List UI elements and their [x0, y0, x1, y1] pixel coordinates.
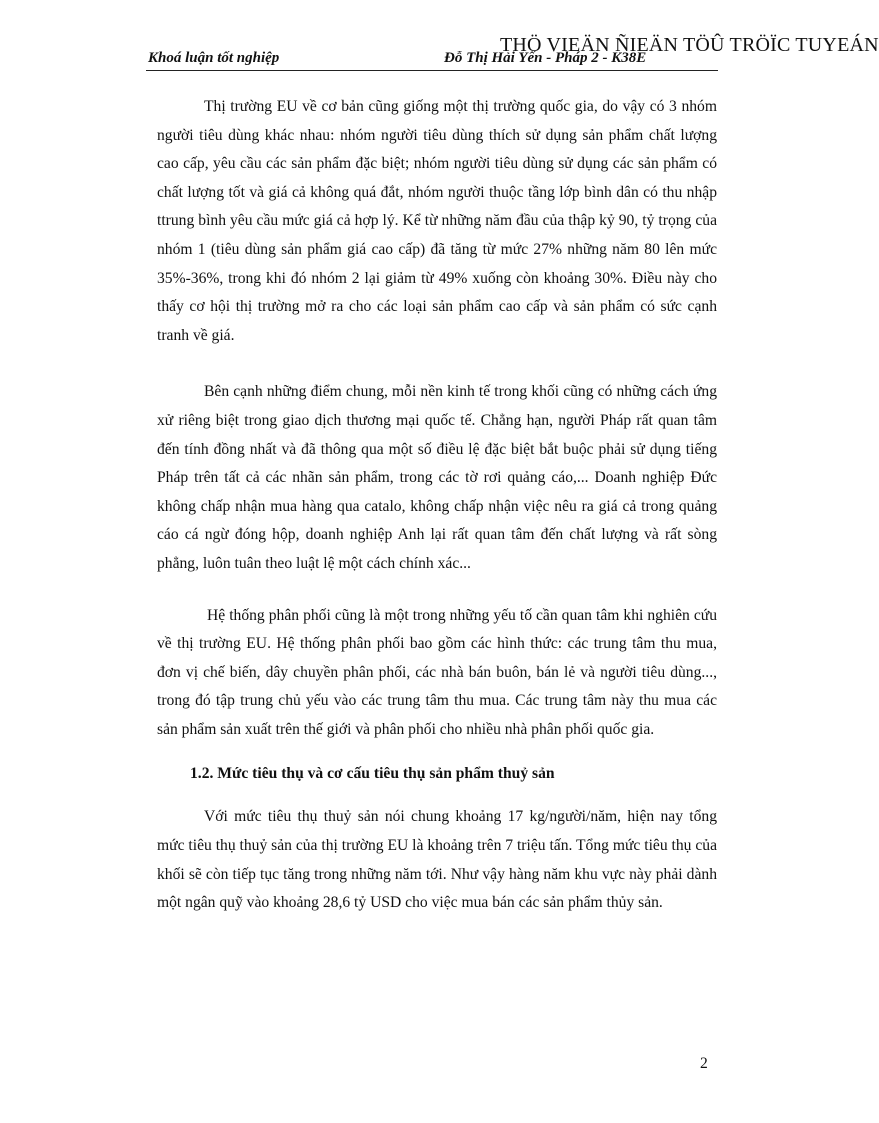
watermark-text: THÖ VIEÄN ÑIEÄN TÖÛ TRÖÏC TUYEÁN — [500, 34, 879, 56]
paragraph-business-behaviour: Bên cạnh những điểm chung, mỗi nền kinh tế trong khối cũng có những cách ứng xử riêng biệt trong giao dịch thương mại quốc tế. Chẳng hạn, người Pháp rất quan tâm đến tính đồng nhất và đã thông qua một số điều lệ đặc biệt bắt buộc phải sử dụng tiếng Pháp trên tất cả các nhãn sản phẩm, trong các tờ rơi quảng cáo,... Doanh nghiệp Đức không chấp nhận mua hàng qua catalo, không chấp nhận việc nêu ra giá cả trong quảng cáo cá ngừ đóng hộp, doanh nghiệp Anh lại rất quan tâm đến chất lượng và rất sòng phẳng, luôn tuân theo luật lệ một cách chính xác... — [157, 383, 717, 572]
section-heading: 1.2. Mức tiêu thụ và cơ cấu tiêu thụ sản phẩm thuỷ sản — [190, 765, 555, 783]
document-body — [157, 93, 717, 946]
header-thesis-title: Khoá luận tốt nghiệp — [148, 50, 280, 66]
paragraph-distribution-system: Hệ thống phân phối cũng là một trong những yếu tố cần quan tâm khi nghiên cứu về thị trường EU. Hệ thống phân phối bao gồm các hình thức: các trung tâm thu mua, đơn vị chế biến, dây chuyền phân phối, các nhà bán buôn, bán lẻ và người tiêu dùng..., trong đó tập trung chủ yếu vào các trung tâm thu mua. Các trung tâm này thu mua các sản phẩm sản xuất trên thế giới và phân phối cho nhiều nhà phân phối quốc gia. — [157, 606, 717, 738]
paragraph-eu-consumer-groups: Thị trường EU về cơ bản cũng giống một thị trường quốc gia, do vậy có 3 nhóm người tiêu dùng khác nhau: nhóm người tiêu dùng thích sử dụng sản phẩm chất lượng cao cấp, yêu cầu các sản phẩm đặc biệt; nhóm người tiêu dùng sử dụng các sản phẩm có chất lượng tốt và giá cả không quá đắt, nhóm người thuộc tầng lớp bình dân có thu nhập ttrung bình yêu cầu mức giá cả hợp lý. Kể từ những năm đầu của thập kỷ 90, tỷ trọng của nhóm 1 (tiêu dùng sản phẩm giá cao cấp) đã tăng từ mức 27% những năm 80 lên mức 35%-36%, trong khi đó nhóm 2 lại giảm từ 49% xuống còn khoảng 30%. Điều này cho thấy cơ hội thị trường mở ra cho các loại sản phẩm cao cấp và sản phẩm có sức cạnh tranh về giá. — [157, 98, 717, 344]
paragraph-consumption-level: Với mức tiêu thụ thuỷ sản nói chung khoảng 17 kg/người/năm, hiện nay tổng mức tiêu thụ thuỷ sản của thị trường EU là khoảng trên 7 triệu tấn. Tổng mức tiêu thụ của khối sẽ còn tiếp tục tăng trong những năm tới. Như vậy hàng năm khu vực này phải dành một ngân quỹ vào khoảng 28,6 tỷ USD cho việc mua bán các sản phẩm thủy sản. — [157, 808, 717, 912]
page-number: 2 — [700, 1055, 708, 1072]
header-author: Đỗ Thị Hải Yến - Pháp 2 - K38E — [444, 50, 647, 66]
header-divider — [146, 70, 718, 71]
